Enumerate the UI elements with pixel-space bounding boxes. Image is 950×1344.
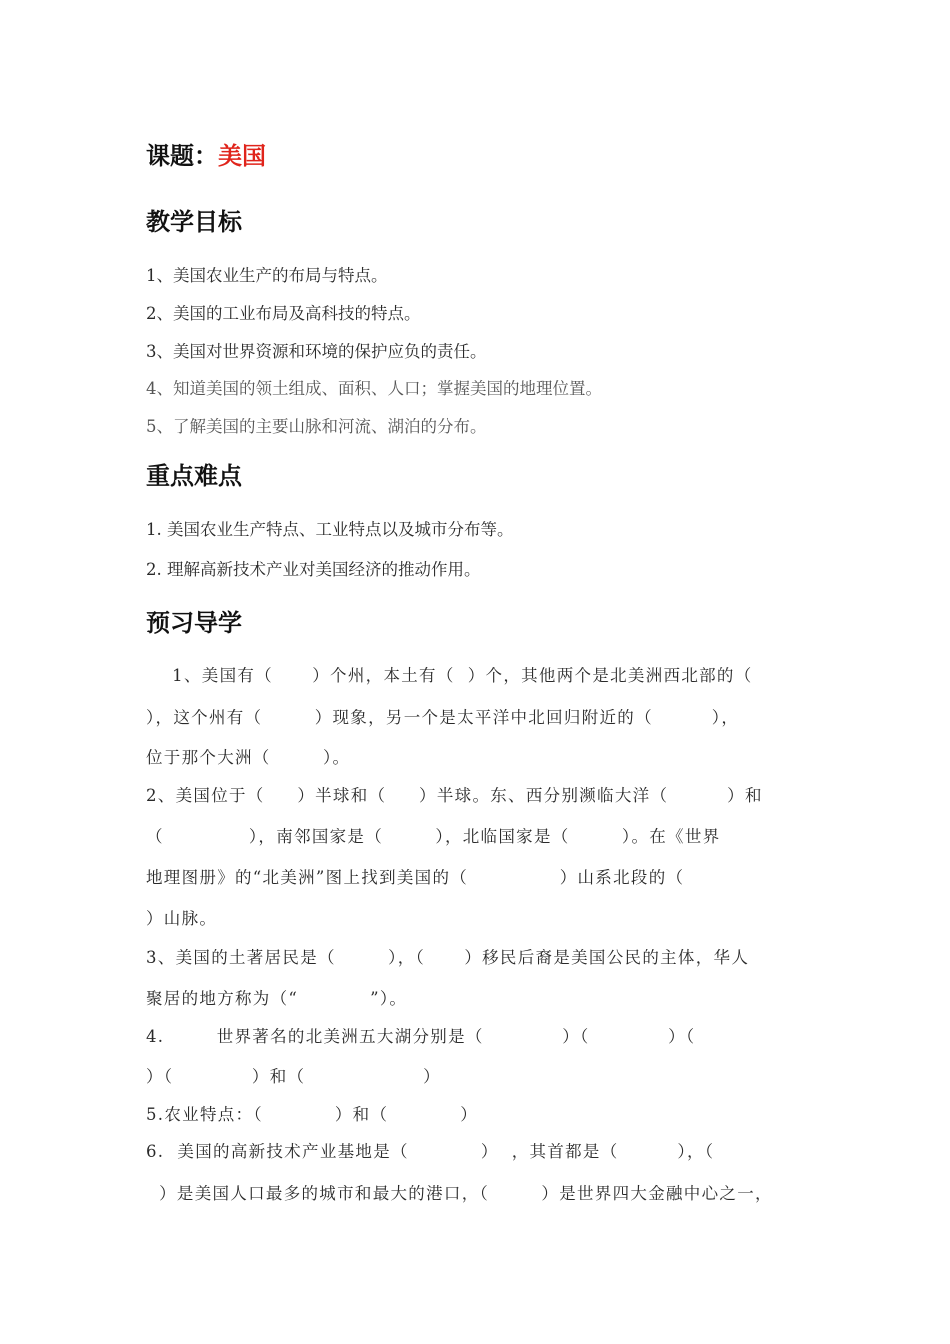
lesson-title-label: 课题：	[146, 142, 218, 170]
lesson-title-value: 美国	[218, 142, 266, 170]
objectives-heading: 教学目标	[146, 208, 242, 236]
objective-item: 5、了解美国的主要山脉和河流、湖泊的分布。	[146, 417, 487, 436]
key-point-item: 2. 理解高新技术产业对美国经济的推动作用。	[146, 560, 481, 579]
preview-heading: 预习导学	[146, 609, 242, 637]
preview-line: 位于那个大洲（ ）。	[146, 748, 351, 767]
preview-line: 5.农业特点：（ ）和（ ）	[146, 1105, 479, 1124]
preview-line: ），这个州有（ ）现象，另一个是太平洋中北回归附近的（ ），	[146, 708, 740, 727]
key-points-heading: 重点难点	[146, 462, 242, 490]
objective-item: 1、美国农业生产的布局与特点。	[146, 266, 388, 285]
preview-line: 1、美国有（ ）个州，本土有（ ）个，其他两个是北美洲西北部的（	[146, 666, 753, 685]
preview-line: 聚居的地方称为（“ ”）。	[146, 989, 408, 1008]
preview-line: 4. 世界著名的北美洲五大湖分别是（ ）（ ）（	[146, 1027, 696, 1046]
objective-item: 4、知道美国的领土组成、面积、人口；掌握美国的地理位置。	[146, 379, 602, 398]
preview-line: ）（ ）和（ ）	[146, 1067, 441, 1086]
preview-line: ）山脉。	[146, 909, 218, 928]
preview-line: ）是美国人口最多的城市和最大的港口，（ ）是世界四大金融中心之一，	[146, 1184, 773, 1203]
preview-line: 6. 美国的高新技术产业基地是（ ） ，其首都是（ ），（	[146, 1142, 715, 1161]
key-point-item: 1. 美国农业生产特点、工业特点以及城市分布等。	[146, 520, 514, 539]
preview-line: 3、美国的土著居民是（ ），（ ）移民后裔是美国公民的主体，华人	[146, 948, 750, 967]
preview-line: 地理图册》的“北美洲”图上找到美国的（ ）山系北段的（	[146, 868, 685, 887]
objective-item: 2、美国的工业布局及高科技的特点。	[146, 304, 421, 323]
preview-line: （ ），南邻国家是（ ），北临国家是（ ）。在《世界	[146, 827, 721, 846]
objective-item: 3、美国对世界资源和环境的保护应负的责任。	[146, 342, 487, 361]
preview-line: 2、美国位于（ ）半球和（ ）半球。东、西分别濒临大洋（ ）和	[146, 786, 763, 805]
lesson-title	[146, 136, 266, 171]
